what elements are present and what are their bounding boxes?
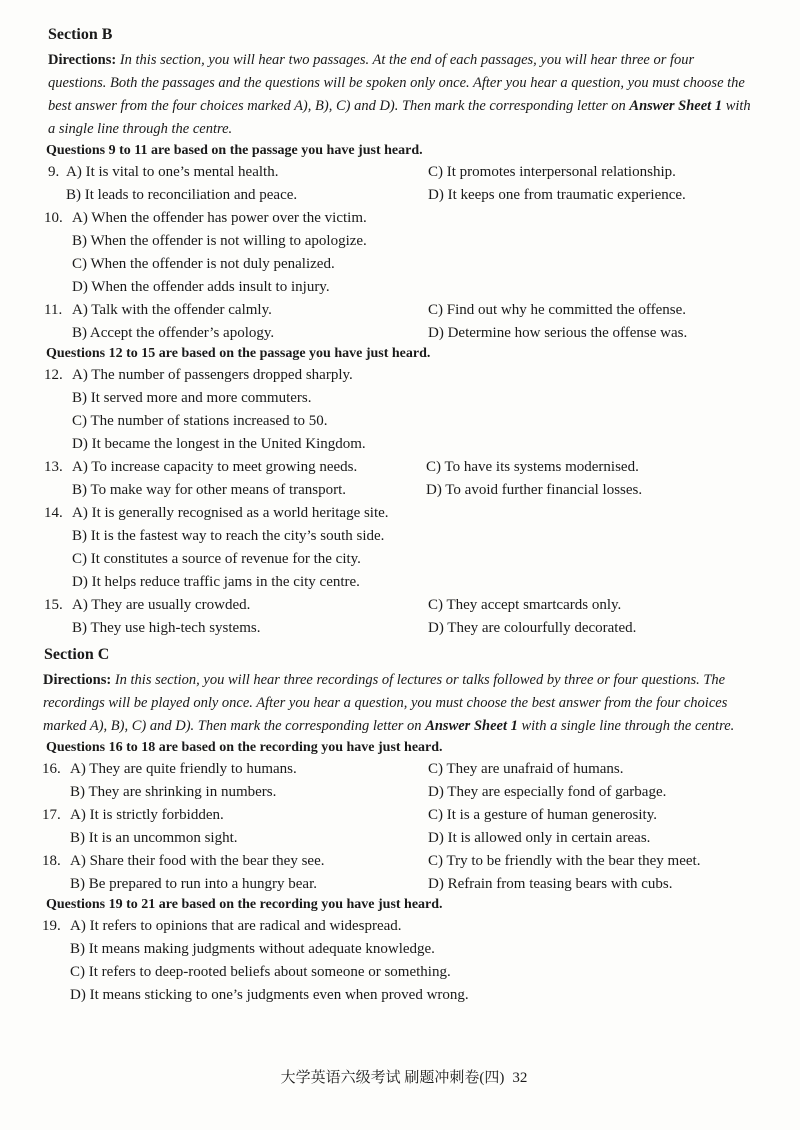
option-b: B) Be prepared to run into a hungry bear.	[70, 876, 318, 892]
section-c-directions	[43, 669, 755, 738]
option-d: D) They are especially fond of garbage.	[428, 784, 667, 800]
question-row	[40, 364, 755, 387]
option-a: A) Share their food with the bear they see.	[70, 853, 325, 869]
option-a: A) They are usually crowded.	[72, 597, 251, 613]
question-row	[40, 594, 755, 617]
question-group-heading: Questions 12 to 15 are based on the passage you have just heard.	[46, 346, 431, 361]
question-row	[40, 299, 755, 322]
option-c: C) Find out why he committed the offense.	[428, 302, 687, 318]
question-row	[40, 850, 755, 873]
question-row	[40, 479, 755, 502]
question-number: 9.	[48, 164, 60, 180]
question-row	[40, 873, 755, 896]
section-c-title: Section C	[44, 646, 110, 663]
question-row	[40, 456, 755, 479]
question-row	[40, 984, 755, 1007]
question-number: 10.	[44, 210, 63, 226]
question-number: 13.	[44, 459, 63, 475]
option-a: A) It refers to opinions that are radical and widespread.	[70, 918, 402, 934]
option-d: D) It is allowed only in certain areas.	[428, 830, 651, 846]
question-row	[40, 387, 755, 410]
question-row	[40, 804, 755, 827]
option-a: A) To increase capacity to meet growing needs.	[72, 459, 358, 475]
question-row	[40, 322, 755, 345]
option-c: C) It is a gesture of human generosity.	[428, 807, 657, 823]
question-group-heading: Questions 9 to 11 are based on the passage you have just heard.	[46, 143, 423, 158]
option-b: B) Accept the offender’s apology.	[72, 325, 275, 341]
question-number: 19.	[42, 918, 61, 934]
option-c: C) When the offender is not duly penalized.	[72, 256, 335, 272]
option-d: D) It means sticking to one’s judgments even when proved wrong.	[70, 987, 469, 1003]
option-c: C) They accept smartcards only.	[428, 597, 622, 613]
option-a: A) When the offender has power over the victim.	[72, 210, 367, 226]
question-number: 15.	[44, 597, 63, 613]
option-c: C) Try to be friendly with the bear they meet.	[428, 853, 701, 869]
page-footer	[0, 1066, 800, 1087]
question-row	[40, 253, 755, 276]
question-row	[40, 207, 755, 230]
directions-label: Directions:	[48, 52, 117, 68]
option-b: B) It leads to reconciliation and peace.	[66, 187, 298, 203]
directions-label: Directions:	[43, 672, 112, 688]
question-row	[40, 502, 755, 525]
option-c: C) The number of stations increased to 50.	[72, 413, 328, 429]
option-a: A) It is generally recognised as a world heritage site.	[72, 505, 389, 521]
question-number: 16.	[42, 761, 61, 777]
footer-title: 大学英语六级考试 刷题冲刺卷(四)	[280, 1070, 505, 1086]
option-b: B) To make way for other means of transport.	[72, 482, 347, 498]
option-a: A) It is strictly forbidden.	[70, 807, 224, 823]
question-number: 18.	[42, 853, 61, 869]
question-row	[40, 525, 755, 548]
option-d: D) Determine how serious the offense was.	[428, 325, 688, 341]
option-a: A) They are quite friendly to humans.	[70, 761, 297, 777]
question-row	[40, 827, 755, 850]
exam-page	[40, 24, 755, 1007]
option-b: B) It is an uncommon sight.	[70, 830, 238, 846]
question-row	[40, 184, 755, 207]
question-group-heading: Questions 16 to 18 are based on the recording you have just heard.	[46, 740, 443, 755]
directions-text-end: with a single line through the centre.	[48, 98, 751, 137]
section-b-title: Section B	[48, 26, 113, 43]
question-row	[40, 915, 755, 938]
directions-text: In this section, you will hear three recordings of lectures or talks followed by three or four questions. The recordings will be played only once. After you hear a question, you must choose the best answer from the four choices marked A), B), C) and D). Then mark the corresponding letter on	[43, 672, 728, 734]
question-group-heading: Questions 19 to 21 are based on the recording you have just heard.	[46, 897, 443, 912]
option-b: B) It served more and more commuters.	[72, 390, 312, 406]
option-c: C) It refers to deep-rooted beliefs about someone or something.	[70, 964, 451, 980]
question-row	[40, 410, 755, 433]
question-number: 14.	[44, 505, 63, 521]
question-row	[40, 276, 755, 299]
option-d: D) It keeps one from traumatic experience.	[428, 187, 686, 203]
page-number: 32	[512, 1070, 528, 1086]
option-b: B) They are shrinking in numbers.	[70, 784, 277, 800]
option-d: D) To avoid further financial losses.	[426, 482, 643, 498]
option-d: D) Refrain from teasing bears with cubs.	[428, 876, 673, 892]
question-row	[40, 758, 755, 781]
question-row	[40, 548, 755, 571]
question-row	[40, 781, 755, 804]
option-a: A) The number of passengers dropped sharply.	[72, 367, 353, 383]
option-d: D) When the offender adds insult to injury.	[72, 279, 330, 295]
question-row	[40, 230, 755, 253]
option-a: A) Talk with the offender calmly.	[72, 302, 272, 318]
option-b: B) They use high-tech systems.	[72, 620, 261, 636]
option-c: C) It constitutes a source of revenue for the city.	[72, 551, 361, 567]
option-b: B) When the offender is not willing to apologize.	[72, 233, 367, 249]
option-d: D) It helps reduce traffic jams in the city centre.	[72, 574, 360, 590]
question-row	[40, 161, 755, 184]
option-d: D) It became the longest in the United Kingdom.	[72, 436, 366, 452]
answer-sheet-label: Answer Sheet 1	[425, 718, 518, 734]
option-c: C) To have its systems modernised.	[426, 459, 639, 475]
option-d: D) They are colourfully decorated.	[428, 620, 637, 636]
directions-text-end: with a single line through the centre.	[517, 718, 735, 734]
question-number: 17.	[42, 807, 61, 823]
question-row	[40, 617, 755, 640]
answer-sheet-label: Answer Sheet 1	[629, 98, 723, 114]
question-row	[40, 938, 755, 961]
question-row	[40, 961, 755, 984]
option-b: B) It means making judgments without adequate knowledge.	[70, 941, 435, 957]
option-c: C) It promotes interpersonal relationship.	[428, 164, 676, 180]
option-a: A) It is vital to one’s mental health.	[66, 164, 279, 180]
question-number: 11.	[44, 302, 63, 318]
question-row	[40, 433, 755, 456]
question-number: 12.	[44, 367, 63, 383]
option-c: C) They are unafraid of humans.	[428, 761, 624, 777]
question-row	[40, 571, 755, 594]
option-b: B) It is the fastest way to reach the city’s south side.	[72, 528, 385, 544]
section-b-directions	[48, 49, 755, 141]
directions-text: In this section, you will hear two passages. At the end of each passages, you will hear three or four questions. Both the passages and the questions will be spoken only once. After you hear a question, you must choose the best answer from the four choices marked A), B), C) and D). Then mark the corresponding letter on	[48, 52, 745, 114]
